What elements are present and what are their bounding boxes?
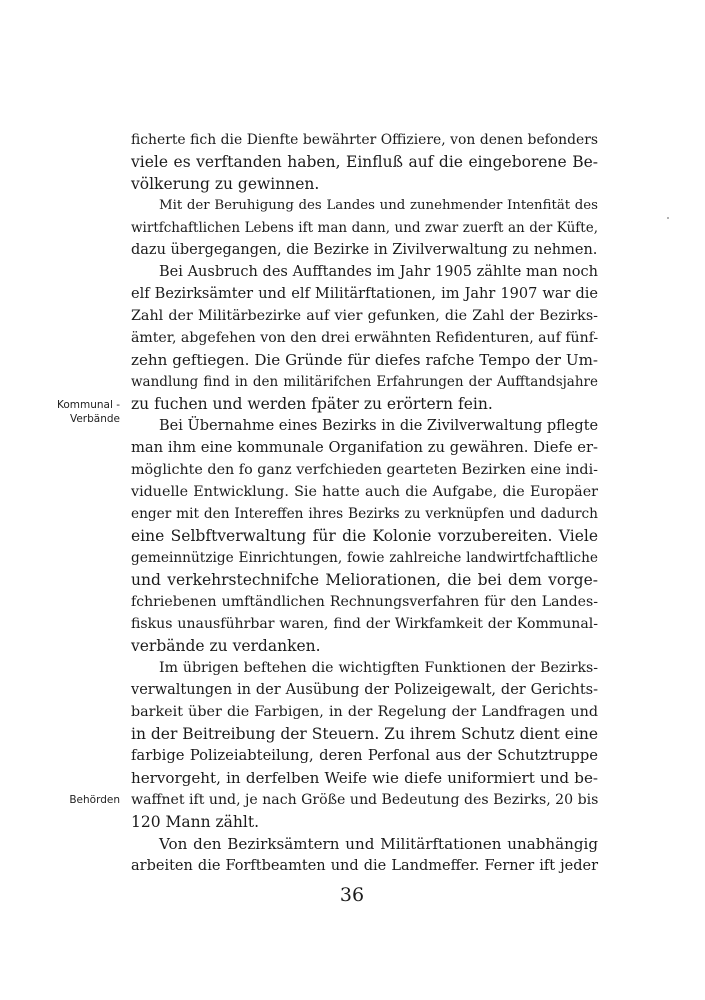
page-number: 36 [339, 884, 365, 906]
text-line: viele es verftanden haben, Einfluß auf die eingeborene Be- [131, 153, 598, 171]
text-line: farbige Polizeiabteilung, deren Perfonal aus der Schutztruppe [131, 747, 598, 764]
text-line: möglichte den fo ganz verfchieden gearteten Bezirken eine indi- [131, 462, 598, 478]
text-line: wirtfchaftlichen Lebens ift man dann, und zwar zuerft an der Küfte, [131, 220, 598, 236]
text-line: Bei Ausbruch des Aufftandes im Jahr 1905 zählte man noch [159, 264, 598, 280]
text-line: in der Beitreibung der Steuern. Zu ihrem Schutz dient eine [131, 725, 599, 743]
text-line: ämter, abgefehen von den drei erwähnten Refidenturen, auf fünf- [131, 330, 599, 346]
text-line: zu fuchen und werden fpäter zu erörtern fein. [131, 395, 493, 413]
margin-note-line: Verbände [69, 413, 120, 425]
text-line: verbände zu verdanken. [131, 637, 321, 655]
body-text [131, 129, 598, 877]
text-line: ficherte fich die Dienfte bewährter Offiziere, von denen befonders [131, 132, 598, 148]
text-line: dazu übergegangen, die Bezirke in Zivilverwaltung zu nehmen. [131, 242, 598, 258]
text-line: fiskus unausführbar waren, find der Wirkfamkeit der Kommunal- [131, 616, 598, 632]
text-line: waffnet ift und, je nach Größe und Bedeutung des Bezirks, 20 bis [131, 792, 599, 808]
text-line: gemeinnützige Einrichtungen, fowie zahlreiche landwirtfchaftliche [131, 550, 598, 566]
margin-note-kommunal-verbaende [50, 398, 120, 426]
text-line: barkeit über die Farbigen, in der Regelung der Landfragen und [131, 704, 598, 720]
text-line: enger mit den Intereffen ihres Bezirks zu verknüpfen und dadurch [131, 506, 598, 522]
text-line: Zahl der Militärbezirke auf vier gefunken, die Zahl der Bezirks- [131, 308, 598, 324]
paper-speck [667, 217, 669, 219]
text-line: arbeiten die Forftbeamten und die Landmeffer. Ferner ift jeder [131, 858, 598, 874]
text-line: fchriebenen umftändlichen Rechnungsverfahren für den Landes- [131, 594, 598, 610]
text-line: Bei Übernahme eines Bezirks in die Zivilverwaltung pflegte [159, 418, 599, 434]
text-line: völkerung zu gewinnen. [131, 175, 320, 193]
text-line: man ihm eine kommunale Organifation zu gewähren. Diefe er- [131, 439, 598, 456]
text-line: eine Selbftverwaltung für die Kolonie vorzubereiten. Viele [131, 527, 598, 545]
text-line: Mit der Beruhigung des Landes und zunehmender Intenfität des [159, 198, 598, 213]
text-line: wandlung find in den militärifchen Erfahrungen der Aufftandsjahre [131, 374, 598, 390]
text-line: 120 Mann zählt. [131, 813, 260, 831]
text-line: hervorgeht, in derfelben Weife wie diefe uniformiert und be- [131, 769, 598, 787]
text-line: zehn geftiegen. Die Gründe für diefes rafche Tempo der Um- [131, 351, 598, 369]
text-line: verwaltungen in der Ausübung der Polizeigewalt, der Gerichts- [131, 682, 598, 698]
text-line: viduelle Entwicklung. Sie hatte auch die Aufgabe, die Europäer [131, 484, 598, 500]
margin-note-line: Kommunal - [56, 399, 120, 411]
text-line: Im übrigen beftehen die wichtigften Funktionen der Bezirks- [159, 660, 598, 676]
text-line: Von den Bezirksämtern und Militärftationen unabhängig [159, 835, 598, 853]
text-line: und verkehrstechnifche Meliorationen, die bei dem vorge- [131, 571, 598, 589]
margin-note-behoerden: Behörden [69, 794, 120, 806]
text-line: elf Bezirksämter und elf Militärftationen, im Jahr 1907 war die [131, 286, 598, 302]
